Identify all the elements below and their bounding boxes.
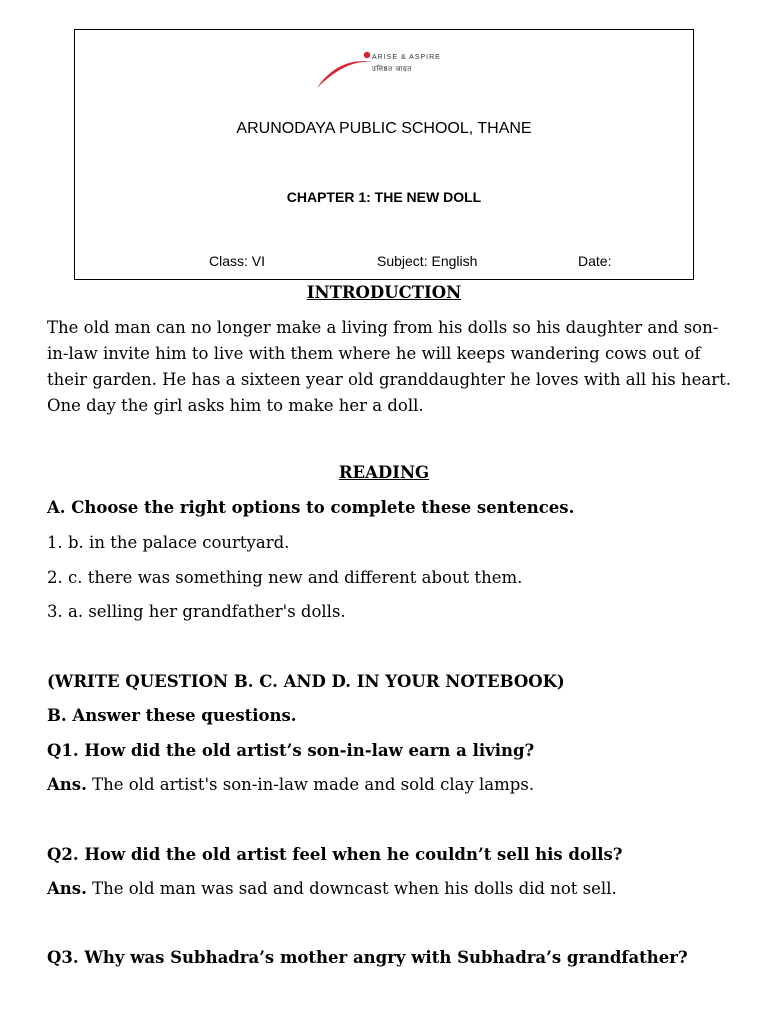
question-1: Q1. How did the old artist’s son-in-law earn a living? [47,741,535,760]
answer-2 [47,876,617,902]
chapter-title: CHAPTER 1: THE NEW DOLL [286,189,482,205]
notebook-note: (WRITE QUESTION B. C. AND D. IN YOUR NOTEBOOK) [47,672,565,691]
section-a-title: A. Choose the right options to complete these sentences. [47,498,575,517]
section-a-answer: 2. c. there was something new and different about them. [47,568,523,587]
date-label: Date: [578,253,612,269]
answer-1 [47,772,534,798]
school-name: ARUNODAYA PUBLIC SCHOOL, THANE [236,120,532,137]
section-a-answer: 1. b. in the palace courtyard. [47,533,290,552]
answer-2-text: The old man was sad and downcast when his dolls did not sell. [92,879,617,898]
question-2: Q2. How did the old artist feel when he couldn’t sell his dolls? [47,845,623,864]
logo-swoosh-icon [315,50,375,90]
section-a-answer: 3. a. selling her grandfather's dolls. [47,602,346,621]
introduction-heading: INTRODUCTION [306,283,462,302]
class-label: Class: VI [209,253,266,269]
introduction-text: The old man can no longer make a living from his dolls so his daughter and son-in-law invite him to live with them where he will keeps wandering cows out of their garden. He has a sixteen year old granddaughter he loves with all his heart. One day the girl asks him to make her a doll. [47,318,731,415]
ans-label: Ans. [47,879,87,898]
ans-label: Ans. [47,775,87,794]
question-3: Q3. Why was Subhadra’s mother angry with Subhadra’s grandfather? [47,948,688,967]
logo-hindi-tagline: उत्तिष्ठत जाग्रत [372,65,412,73]
section-b-title: B. Answer these questions. [47,706,297,725]
school-logo [315,50,465,100]
subject-label: Subject: English [377,253,478,269]
header-box [74,29,694,280]
logo-tagline: ARISE & ASPIRE [372,54,441,61]
answer-1-text: The old artist's son-in-law made and sold clay lamps. [92,775,535,794]
reading-heading: READING [338,463,430,482]
